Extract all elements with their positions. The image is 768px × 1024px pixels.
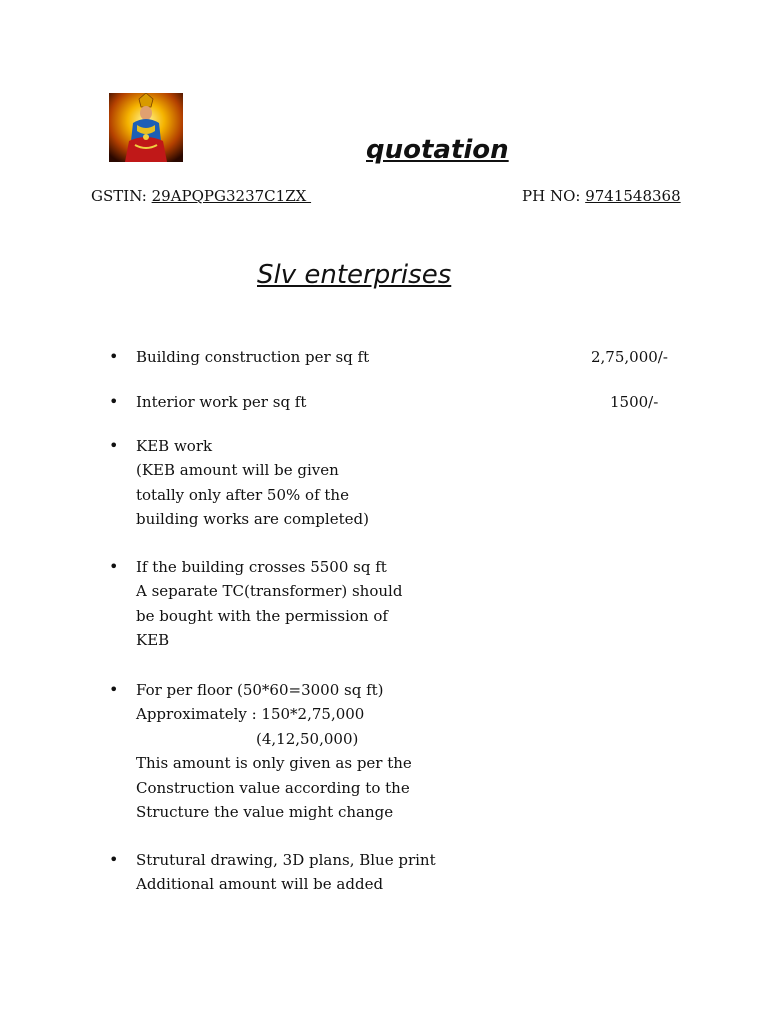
item-line: This amount is only given as per the [136, 754, 412, 773]
bullet-icon: • [109, 347, 119, 366]
item-price: 2,75,000/- [591, 348, 668, 366]
phone-value: 9741548368 [585, 187, 681, 205]
item-line: Building construction per sq ft [136, 348, 370, 366]
gstin-value: 29APQPG3237C1ZX [151, 187, 312, 205]
bullet-icon: • [109, 392, 119, 411]
bullet-icon: • [109, 850, 119, 869]
item-line: Structure the value might change [136, 802, 394, 821]
item-line: totally only after 50% of the [136, 485, 349, 504]
bullet-icon: • [109, 436, 119, 455]
item-line: Approximately : 150*2,75,000 [136, 705, 365, 724]
item-line: Additional amount will be added [136, 875, 384, 894]
page-title: quotation [366, 135, 509, 165]
item-line: (KEB amount will be given [136, 461, 339, 480]
gstin-line [91, 186, 311, 206]
item-line: Strutural drawing, 3D plans, Blue print [136, 851, 436, 869]
item-line: be bought with the permission of [136, 606, 388, 625]
item-price: 1500/- [610, 393, 659, 411]
item-line: Interior work per sq ft [136, 393, 307, 411]
item-line: KEB work [136, 437, 213, 455]
phone-label: PH NO: [522, 187, 586, 205]
company-name: Slv enterprises [257, 260, 452, 290]
deity-portrait-icon [109, 93, 183, 162]
item-line: A separate TC(transformer) should [136, 582, 403, 601]
item-line: Construction value according to the [136, 778, 410, 797]
item-line: For per floor (50*60=3000 sq ft) [136, 681, 384, 699]
item-line: (4,12,50,000) [256, 729, 359, 748]
item-line: If the building crosses 5500 sq ft [136, 558, 387, 576]
item-line: building works are completed) [136, 510, 369, 529]
bullet-icon: • [109, 557, 119, 576]
item-line: KEB [136, 631, 170, 650]
gstin-label: GSTIN: [91, 187, 152, 205]
bullet-icon: • [109, 680, 119, 699]
phone-line [522, 186, 681, 206]
